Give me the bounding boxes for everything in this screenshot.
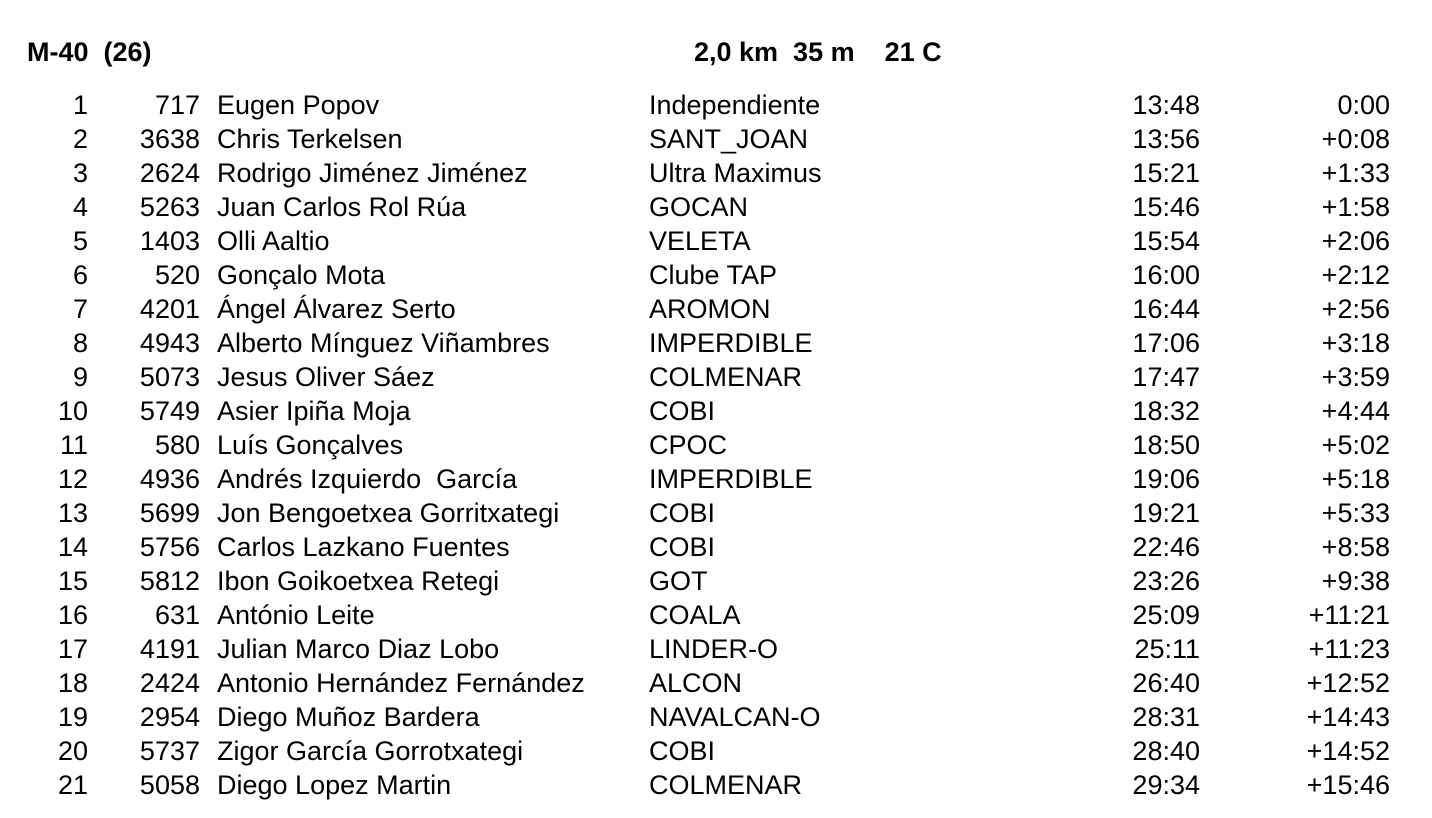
table-row — [0, 394, 1432, 428]
club-cell: IMPERDIBLE — [649, 464, 813, 494]
club-cell: IMPERDIBLE — [649, 328, 813, 358]
table-row — [0, 190, 1432, 224]
club-cell: SANT_JOAN — [649, 124, 809, 154]
club-cell: Ultra Maximus — [649, 158, 822, 188]
time-behind-cell: +2:56 — [1321, 294, 1390, 324]
position-cell: 16 — [57, 600, 88, 630]
club-cell: LINDER-O — [649, 634, 779, 664]
category-title: M-40 (26) — [27, 37, 152, 67]
club-cell: COLMENAR — [649, 362, 803, 392]
position-cell: 12 — [57, 464, 88, 494]
table-row — [0, 564, 1432, 598]
finish-time-cell: 25:11 — [1134, 634, 1200, 664]
finish-time-cell: 22:46 — [1132, 532, 1200, 562]
time-behind-cell: +14:52 — [1306, 736, 1390, 766]
bib-number-cell: 4943 — [139, 328, 200, 358]
runner-name-cell: Asier Ipiña Moja — [217, 396, 411, 426]
bib-number-cell: 5749 — [139, 396, 200, 426]
runner-name-cell: Gonçalo Mota — [217, 260, 386, 290]
time-behind-cell: +1:58 — [1321, 192, 1390, 222]
table-row — [0, 734, 1432, 768]
position-cell: 15 — [57, 566, 88, 596]
time-behind-cell: +3:59 — [1321, 362, 1390, 392]
time-behind-cell: +2:12 — [1321, 260, 1390, 290]
position-cell: 13 — [57, 498, 88, 528]
position-cell: 5 — [72, 226, 88, 256]
position-cell: 18 — [57, 668, 88, 698]
position-cell: 14 — [57, 532, 88, 562]
bib-number-cell: 2424 — [139, 668, 200, 698]
time-behind-cell: +5:02 — [1321, 430, 1390, 460]
runner-name-cell: Diego Lopez Martin — [217, 770, 452, 800]
club-cell: GOT — [649, 566, 708, 596]
table-row — [0, 462, 1432, 496]
table-row — [0, 156, 1432, 190]
club-cell: COBI — [649, 532, 716, 562]
table-row — [0, 258, 1432, 292]
position-cell: 17 — [57, 634, 88, 664]
results-table — [0, 88, 1432, 802]
time-behind-cell: +3:18 — [1321, 328, 1390, 358]
finish-time-cell: 17:47 — [1132, 362, 1200, 392]
bib-number-cell: 580 — [154, 430, 200, 460]
table-row — [0, 88, 1432, 122]
position-cell: 2 — [72, 124, 88, 154]
table-row — [0, 292, 1432, 326]
runner-name-cell: Ángel Álvarez Serto — [217, 294, 456, 324]
table-row — [0, 768, 1432, 802]
bib-number-cell: 4201 — [139, 294, 200, 324]
finish-time-cell: 28:31 — [1132, 702, 1200, 732]
time-behind-cell: +11:23 — [1308, 634, 1390, 664]
runner-name-cell: Rodrigo Jiménez Jiménez — [217, 158, 528, 188]
bib-number-cell: 5073 — [139, 362, 200, 392]
time-behind-cell: +8:58 — [1321, 532, 1390, 562]
club-cell: CPOC — [649, 430, 728, 460]
bib-number-cell: 2624 — [139, 158, 200, 188]
bib-number-cell: 3638 — [139, 124, 200, 154]
runner-name-cell: Eugen Popov — [217, 90, 380, 120]
finish-time-cell: 28:40 — [1132, 736, 1200, 766]
club-cell: Clube TAP — [649, 260, 778, 290]
position-cell: 21 — [57, 770, 88, 800]
time-behind-cell: +5:33 — [1321, 498, 1390, 528]
bib-number-cell: 1403 — [139, 226, 200, 256]
finish-time-cell: 18:50 — [1132, 430, 1200, 460]
bib-number-cell: 4191 — [139, 634, 200, 664]
bib-number-cell: 4936 — [139, 464, 200, 494]
club-cell: COBI — [649, 736, 716, 766]
time-behind-cell: +14:43 — [1306, 702, 1390, 732]
position-cell: 11 — [59, 430, 88, 460]
finish-time-cell: 16:00 — [1132, 260, 1200, 290]
club-cell: Independiente — [649, 90, 821, 120]
finish-time-cell: 13:56 — [1132, 124, 1200, 154]
finish-time-cell: 15:46 — [1132, 192, 1200, 222]
finish-time-cell: 15:54 — [1132, 226, 1200, 256]
runner-name-cell: Diego Muñoz Bardera — [217, 702, 480, 732]
finish-time-cell: 23:26 — [1132, 566, 1200, 596]
time-behind-cell: 0:00 — [1337, 90, 1390, 120]
table-row — [0, 360, 1432, 394]
table-row — [0, 530, 1432, 564]
club-cell: GOCAN — [649, 192, 749, 222]
position-cell: 9 — [72, 362, 88, 392]
runner-name-cell: Jon Bengoetxea Gorritxategi — [217, 498, 560, 528]
club-cell: COBI — [649, 396, 716, 426]
club-cell: AROMON — [649, 294, 771, 324]
position-cell: 6 — [72, 260, 88, 290]
time-behind-cell: +4:44 — [1321, 396, 1390, 426]
position-cell: 19 — [57, 702, 88, 732]
runner-name-cell: Juan Carlos Rol Rúa — [217, 192, 467, 222]
time-behind-cell: +12:52 — [1306, 668, 1390, 698]
finish-time-cell: 19:21 — [1132, 498, 1200, 528]
finish-time-cell: 26:40 — [1132, 668, 1200, 698]
bib-number-cell: 5756 — [139, 532, 200, 562]
club-cell: COBI — [649, 498, 716, 528]
finish-time-cell: 13:48 — [1132, 90, 1200, 120]
bib-number-cell: 5812 — [139, 566, 200, 596]
table-row — [0, 632, 1432, 666]
runner-name-cell: Luís Gonçalves — [217, 430, 404, 460]
club-cell: COALA — [649, 600, 741, 630]
time-behind-cell: +15:46 — [1306, 770, 1390, 800]
club-cell: ALCON — [649, 668, 743, 698]
runner-name-cell: Ibon Goikoetxea Retegi — [217, 566, 500, 596]
time-behind-cell: +9:38 — [1321, 566, 1390, 596]
runner-name-cell: Antonio Hernández Fernández — [217, 668, 585, 698]
runner-name-cell: António Leite — [217, 600, 375, 630]
runner-name-cell: Zigor García Gorrotxategi — [217, 736, 524, 766]
time-behind-cell: +2:06 — [1321, 226, 1390, 256]
finish-time-cell: 25:09 — [1132, 600, 1200, 630]
position-cell: 3 — [72, 158, 88, 188]
runner-name-cell: Andrés Izquierdo García — [217, 464, 518, 494]
bib-number-cell: 2954 — [139, 702, 200, 732]
bib-number-cell: 520 — [154, 260, 200, 290]
results-header — [0, 34, 1432, 70]
club-cell: NAVALCAN-O — [649, 702, 821, 732]
bib-number-cell: 717 — [154, 90, 200, 120]
bib-number-cell: 5058 — [139, 770, 200, 800]
position-cell: 1 — [72, 90, 88, 120]
runner-name-cell: Chris Terkelsen — [217, 124, 403, 154]
table-row — [0, 224, 1432, 258]
bib-number-cell: 5699 — [139, 498, 200, 528]
time-behind-cell: +5:18 — [1321, 464, 1390, 494]
runner-name-cell: Alberto Mínguez Viñambres — [217, 328, 550, 358]
bib-number-cell: 5263 — [139, 192, 200, 222]
finish-time-cell: 19:06 — [1132, 464, 1200, 494]
course-info: 2,0 km 35 m 21 C — [694, 37, 942, 67]
runner-name-cell: Carlos Lazkano Fuentes — [217, 532, 510, 562]
table-row — [0, 700, 1432, 734]
finish-time-cell: 17:06 — [1132, 328, 1200, 358]
finish-time-cell: 15:21 — [1132, 158, 1200, 188]
runner-name-cell: Olli Aaltio — [217, 226, 330, 256]
position-cell: 8 — [72, 328, 88, 358]
runner-name-cell: Julian Marco Diaz Lobo — [217, 634, 500, 664]
time-behind-cell: +11:21 — [1308, 600, 1390, 630]
table-row — [0, 496, 1432, 530]
bib-number-cell: 5737 — [139, 736, 200, 766]
club-cell: VELETA — [649, 226, 751, 256]
position-cell: 10 — [57, 396, 88, 426]
position-cell: 4 — [72, 192, 88, 222]
table-row — [0, 598, 1432, 632]
finish-time-cell: 29:34 — [1132, 770, 1200, 800]
bib-number-cell: 631 — [154, 600, 200, 630]
finish-time-cell: 18:32 — [1132, 396, 1200, 426]
table-row — [0, 666, 1432, 700]
position-cell: 7 — [72, 294, 88, 324]
table-row — [0, 326, 1432, 360]
table-row — [0, 122, 1432, 156]
finish-time-cell: 16:44 — [1132, 294, 1200, 324]
runner-name-cell: Jesus Oliver Sáez — [217, 362, 435, 392]
club-cell: COLMENAR — [649, 770, 803, 800]
time-behind-cell: +0:08 — [1321, 124, 1390, 154]
position-cell: 20 — [57, 736, 88, 766]
table-row — [0, 428, 1432, 462]
time-behind-cell: +1:33 — [1321, 158, 1390, 188]
